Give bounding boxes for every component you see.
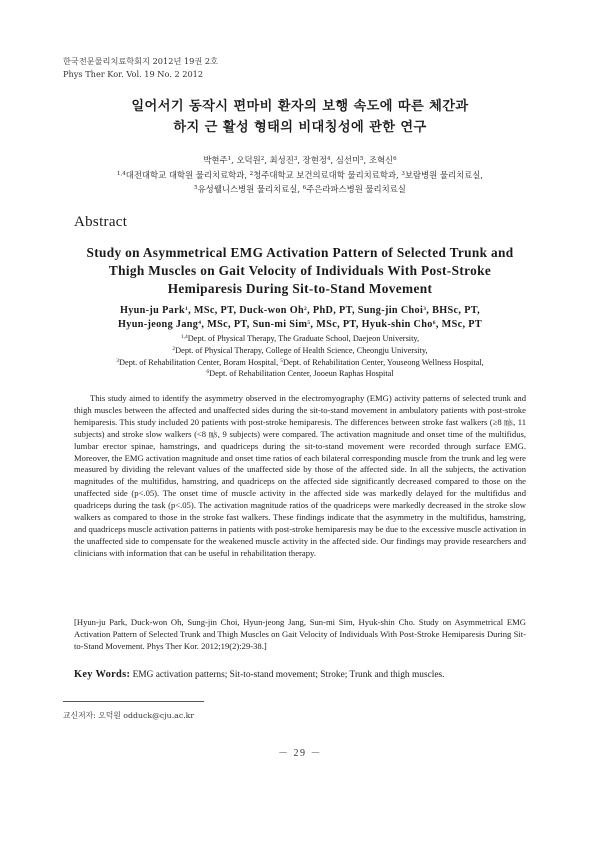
affiliation-marker: 3 (293, 156, 298, 162)
affiliation-marker: 1,4 (180, 334, 188, 340)
english-author-list (0, 304, 600, 332)
english-title-line: Thigh Muscles on Gait Velocity of Individuals With Post-Stroke (108, 263, 492, 279)
affiliation-marker: 3 (116, 357, 120, 364)
english-title-line: Hemiparesis During Sit-to-Stand Movement (167, 281, 433, 297)
english-author-text: , PhD, PT, Sung-jin Choi (307, 305, 424, 316)
korean-author-list: 박현주$^1$, 오덕원$^2$, 최성진$^3$, 장현정$^4$, 심선미$^5$, 조혁신$^6$ (203, 155, 397, 165)
journal-name-korean: 한국전문물리치료학회지 2012년 19권 2호 (63, 56, 218, 66)
english-author-text: , MSc, PT (435, 319, 482, 331)
affiliation-marker: 2 (249, 170, 254, 177)
affiliation-marker: 6 (393, 156, 397, 162)
affiliation-marker: 1 (185, 306, 189, 312)
korean-authors-block (0, 153, 600, 197)
citation: [Hyun-ju Park, Duck-won Oh, Sung-jin Choi, Hyun-jeong Jang, Sun-mi Sim, Hyuk-shin Cho. Study on Asymmetrical EMG Activation Pattern of Selected Trunk and Thigh Muscles on Gait Velocity of Individuals With Post-Stroke Hemiparesis During Sit-to-Stand Movement. Phys Ther Kor. 2012;19(2):29-38.] (74, 617, 526, 651)
english-affiliation-line (0, 345, 600, 357)
journal-name-english: Phys Ther Kor. Vol. 19 No. 2 2012 (63, 69, 204, 79)
keywords-text: EMG activation patterns; Sit-to-stand movement; Stroke; Trunk and thigh muscles. (132, 670, 445, 680)
english-affiliation-line (0, 357, 600, 369)
keywords (74, 669, 544, 681)
affiliation-marker: 6 (206, 369, 210, 376)
english-title-line: Study on Asymmetrical EMG Activation Pattern of Selected Trunk and (86, 245, 514, 260)
korean-author-name: 조혁신 (368, 155, 394, 165)
affiliation-marker: 3 (423, 306, 427, 312)
english-author-line (0, 304, 600, 318)
korean-author-name: 오덕원 (236, 155, 261, 165)
english-affiliation-text: Dept. of Rehabilitation Center, Jooeun Raphas Hospital (209, 369, 394, 379)
english-author-text: , MSc, PT, Duck-won Oh (188, 305, 305, 316)
english-affiliation-text: Dept. of Physical Therapy, College of Health Science, Cheongju University, (175, 345, 428, 355)
korean-affiliation-line (0, 182, 600, 197)
english-affiliation-text: Dept. of Rehabilitation Center, Youseong Wellness Hospital, (282, 357, 484, 367)
korean-author-name: 심선미 (335, 155, 361, 165)
english-author-text: , BHSc, PT, (426, 305, 481, 316)
affiliation-marker: 1 (227, 156, 232, 162)
affiliation-marker: 4 (198, 320, 202, 327)
korean-title-line: 일어서기 동작시 편마비 환자의 보행 속도에 따른 체간과 (131, 99, 469, 114)
footnote-divider (63, 701, 204, 702)
english-affiliations (0, 333, 600, 380)
abstract-heading: Abstract (74, 214, 128, 230)
korean-author-name: 박현주 (203, 155, 228, 165)
english-author-text: Hyun-jeong Jang (118, 319, 199, 331)
korean-title (0, 96, 600, 138)
english-title (0, 244, 600, 299)
affiliation-marker: 2 (172, 345, 176, 352)
korean-title-line: 하지 근 활성 형태의 비대칭성에 관한 연구 (173, 120, 427, 135)
affiliation-marker: 2 (304, 306, 308, 312)
affiliation-marker: 6 (432, 320, 436, 327)
english-affiliation-line (0, 368, 600, 380)
page-number: － 29 － (278, 748, 322, 759)
korean-affiliation-text: 청주대학교 보건의료대학 물리치료학과, (253, 169, 402, 180)
korean-affiliation-text: 유성웰니스병원 물리치료실, (197, 184, 303, 195)
korean-author-name: 최성진 (269, 155, 294, 165)
english-author-line (0, 318, 600, 332)
abstract-body: This study aimed to identify the asymmetry observed in the electromyography (EMG) activity patterns of selected trunk and thigh muscles between the affected and unaffected sides during the sit-to-stand movement in ambulatory patients with post-stroke hemiparesis. This study included 20 patients with post-stroke hemiparesis. The differences between stroke fast walkers (≥8 ㎧, 11 subjects) and stroke slow walkers (<8 ㎧, 9 subjects) were compared. The activation magnitude and onset time of the multifidus, lumbar erector spinae, hamstrings, and quadriceps during the sit-to-stand movement were recorded through surface EMG. Moreover, the EMG activation magnitude and onset time ratios of each bilateral corresponding muscle from the trunk and leg were measured by dividing the relevant values of the unaffected side by those of the affected side. In all the subjects, the activation magnitudes of the multifidus, hamstring, and quadriceps on the affected side significantly decreased compared to those on the unaffected side (p<.05). The onset time of muscle activity in the affected side was markedly delayed for the multifidus and quadriceps during the task (p<.05). The activation magnitude ratios of the quadriceps were markedly decreased in the stroke slow walkers as compared to those in the stroke fast walkers. These findings indicate that the asymmetry in the multifidus, hamstring, and quadriceps muscle activation patterns in patients with post-stroke hemiparesis may be due to the excessive muscle activation in the unaffected side to compensate for the weakened muscle activity in the affected side. Our findings may provide researchers and clinicians with information that can be useful in rehabilitation therapy. (74, 393, 526, 558)
affiliation-marker: 5 (307, 320, 311, 327)
english-affiliation-line (0, 333, 600, 345)
affiliation-marker: 1,4 (117, 170, 126, 177)
korean-author-name: 장현정 (302, 155, 327, 165)
korean-affiliation-text: 보람병원 물리치료실, (404, 169, 483, 180)
affiliation-marker: 6 (302, 185, 307, 192)
affiliation-marker: 2 (260, 156, 265, 162)
affiliation-marker: 5 (280, 357, 283, 364)
english-author-text: Hyun-ju Park (119, 305, 185, 316)
english-affiliation-text: Dept. of Rehabilitation Center, Boram Hospital, (119, 357, 281, 367)
journal-header (63, 55, 218, 81)
english-author-text: , MSc, PT, Hyuk-shin Cho (310, 319, 433, 331)
affiliation-marker: 5 (194, 185, 198, 192)
korean-affiliation-text: 주은라파스병원 물리치료실 (306, 184, 406, 195)
english-affiliation-text: Dept. of Physical Therapy, The Graduate School, Daejeon University, (187, 334, 420, 343)
korean-affiliation-text: 대전대학교 대학원 물리치료학과, (125, 169, 250, 180)
keywords-label: Key Words: (74, 669, 131, 680)
affiliation-marker: 3 (401, 170, 405, 177)
affiliation-marker: 4 (326, 156, 331, 162)
korean-affiliation-line (0, 168, 600, 183)
affiliation-marker: 5 (360, 156, 364, 162)
corresponding-author-footnote: 교신저자: 오덕원 odduck@cju.ac.kr (63, 711, 195, 720)
english-author-text: , MSc, PT, Sun-mi Sim (201, 319, 308, 331)
